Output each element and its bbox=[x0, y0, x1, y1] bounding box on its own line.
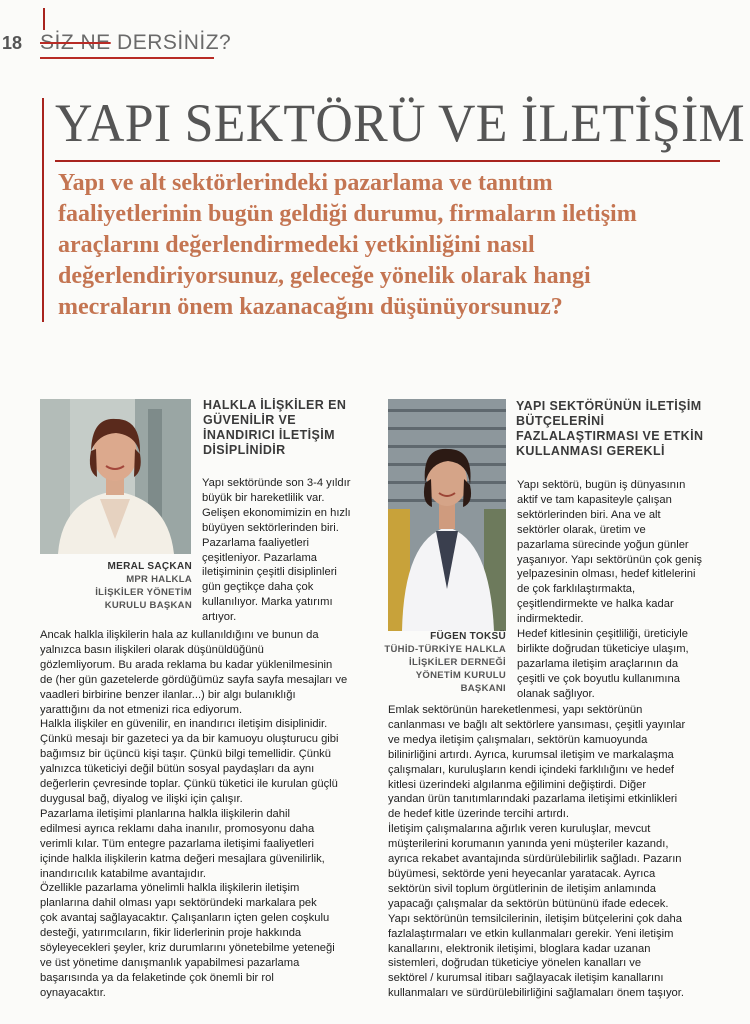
page-number: 18 bbox=[2, 33, 23, 53]
text-line: çalışmaları, kuruluşların kendi içindeki farklılığını ve hedef bbox=[388, 763, 675, 776]
header-rule bbox=[43, 8, 45, 30]
text-line: çeşitleniyor. Pazarlama bbox=[202, 551, 318, 564]
caption-role: İLİŞKİLER YÖNETİM bbox=[95, 587, 192, 598]
text-line: artıyor. bbox=[202, 611, 237, 624]
text-line: canlanması ve bağlı alt sektörlere yansıması, çeşitli yayınlar bbox=[388, 718, 686, 731]
text-line: içinde halkla ilişkilerin katma değeri mesajlara güvenilirlik, bbox=[40, 852, 325, 865]
caption-role: TÜHİD-TÜRKİYE HALKLA bbox=[384, 644, 506, 655]
text-line: pazarlama sürecinde yoğun günler bbox=[517, 538, 689, 551]
text-line: büyüyen sektörlerinden biri. bbox=[202, 521, 339, 534]
subhead-line: YAPI SEKTÖRÜNÜN İLETİŞİM bbox=[516, 399, 702, 413]
text-line: birlikte doğrudan tüketiciye ulaşım, bbox=[517, 642, 689, 655]
section-label-rest: DERSİNİZ? bbox=[110, 31, 232, 54]
article-title: YAPI SEKTÖRÜ VE İLETİŞİM bbox=[55, 93, 745, 153]
subhead-line: HALKLA İLİŞKİLER EN bbox=[203, 398, 347, 412]
text-line: vaadleri birbirine benzer ilanlar...) bir algı bulanıklığı bbox=[40, 688, 296, 701]
text-line: sistemleri, doğrudan tüketiciye yönelen kanalları ve bbox=[388, 957, 642, 970]
subhead-right bbox=[516, 399, 703, 459]
caption-role: BAŞKANI bbox=[460, 683, 506, 694]
text-line: edilmesi ayrıca reklamı daha inanılır, promosyonu daha bbox=[40, 822, 315, 835]
text-line: duygusal bağ, diyalog ve ilişki için çalışır. bbox=[40, 792, 243, 805]
text-line: de (her gün gazetelerde gördüğümüz sayfa sayfa mesajları ve bbox=[40, 673, 348, 686]
text-line: Yapı sektörü, bugün iş dünyasının bbox=[517, 479, 686, 491]
text-line: Özellikle pazarlama yönelimli halkla ilişkilerin iletişim bbox=[40, 882, 300, 895]
text-line: pazarlama iletişim araçlarının da bbox=[517, 657, 679, 670]
text-line: de hedef kitle üzerinde tercihi artırdı. bbox=[388, 808, 569, 821]
text-line: iletişiminin çeşitli disiplinleri bbox=[202, 566, 337, 579]
text-line: değerlerin çevresinde toplar. Çünkü tüketici ile kurulan güçlü bbox=[40, 778, 338, 791]
text-line: yalnızca tüketiciyi değil bütün sosyal paydaşları da aynı bbox=[40, 763, 315, 776]
text-line: büyük bir hareketlilik var. bbox=[202, 491, 325, 504]
text-line: Emlak sektörünün hareketlenmesi, yapı sektörünün bbox=[388, 704, 643, 716]
portrait-photo-fugen-toksu bbox=[388, 399, 506, 631]
text-line: desteği, yatırımcıların, fikir liderlerinin proje hakkında bbox=[40, 927, 302, 940]
text-line: oynayacaktır. bbox=[40, 986, 106, 999]
subhead-line: İNANDIRICI İLETİŞİM bbox=[203, 428, 335, 442]
lead-line: araçlarını değerlendirmedeki yetkinliğini nasıl bbox=[58, 232, 535, 258]
text-line: kullanmaları ve sürdürülebilirliğini sağlamaları önem taşıyor. bbox=[388, 987, 684, 1000]
text-line: müşterilerini korumanın yanında yeni müşteriler kazandı, bbox=[388, 838, 669, 851]
text-line: indirmektedir. bbox=[517, 613, 584, 626]
section-label-strike: SİZ NE bbox=[40, 31, 111, 54]
subhead-line: DİSİPLİNİDİR bbox=[203, 443, 286, 457]
text-line: büyümesi, sektörde yeni heyecanlar yaratacak. Ayrıca bbox=[388, 867, 656, 880]
text-line: verimli kılar. Tüm entegre pazarlama iletişimi faaliyetleri bbox=[40, 837, 314, 850]
caption-name: MERAL SAÇKAN bbox=[107, 561, 192, 572]
text-line: yalnızca basın ilişkileri olarak düşünüldüğünü bbox=[40, 643, 264, 656]
left-intro-paragraph bbox=[202, 476, 351, 625]
portrait-illustration bbox=[388, 399, 506, 631]
subhead-line: GÜVENİLİR VE bbox=[203, 413, 297, 427]
text-line: olanak sağlıyor. bbox=[517, 687, 595, 700]
text-line: sektörün sivil toplum örgütlerinin de iletişim anlamında bbox=[388, 882, 657, 895]
text-line: yelpazesinin olması, hedef kitlelerini bbox=[517, 568, 696, 581]
text-line: gün geçtikçe daha çok bbox=[202, 581, 314, 594]
caption-role: MPR HALKLA bbox=[126, 574, 192, 585]
subhead-line: FAZLALAŞTIRMASI VE ETKİN bbox=[516, 429, 704, 443]
title-side-bar bbox=[42, 98, 44, 322]
text-line: yarattığını da not etmenizi rica ediyorum. bbox=[40, 703, 243, 716]
text-line: de çok farklılaştırmakta, bbox=[517, 583, 636, 596]
lead-question bbox=[58, 168, 730, 323]
text-line: söyleyecekleri şeyler, kriz durumlarını yönetebilme yeteneği bbox=[40, 942, 335, 955]
text-line: Hedef kitlesinin çeşitliliği, üreticiyle bbox=[517, 628, 688, 641]
portrait-illustration bbox=[40, 399, 191, 554]
text-line: bağımsız bir üçüncü kişi taşır. Çünkü bilgi temellidir. Çünkü bbox=[40, 748, 331, 761]
text-line: sektörlerinden biri. Ana ve alt bbox=[517, 508, 661, 521]
text-line: Yapı sektöründe son 3-4 yıldır bbox=[202, 477, 351, 489]
text-line: yaşanıyor. Yapı sektörünün çok geniş bbox=[517, 553, 702, 566]
text-line: Pazarlama faaliyetleri bbox=[202, 536, 309, 549]
text-line: başarısında ya da felaketinde çok önemli bir rol bbox=[40, 971, 274, 984]
section-underline bbox=[40, 57, 214, 59]
text-line: sektörler olarak, üretim ve bbox=[517, 523, 646, 536]
text-line: çeşitlendirmekte ve halka kadar bbox=[517, 598, 674, 611]
lead-line: Yapı ve alt sektörlerindeki pazarlama ve tanıtım bbox=[58, 170, 553, 196]
text-line: Ancak halkla ilişkilerin hala az kullanıldığını ve bunun da bbox=[40, 629, 319, 641]
text-line: çeşitli ve çok boyutlu kullanımına bbox=[517, 672, 680, 685]
right-body-text bbox=[388, 703, 685, 1001]
text-line: ve üst yönetime danışmanlık yapabilmesi pazarlama bbox=[40, 956, 300, 969]
text-line: bilinirliğini artırdı. Ayrıca, kurumsal iletişim ve markalaşma bbox=[388, 748, 674, 761]
text-line: çok avantaj sağlayacaktır. Çalışanların içten gelen coşkulu bbox=[40, 912, 330, 925]
text-line: yapacağı çalışmalar da sektörün bütününü ifade edecek. bbox=[388, 897, 669, 910]
lead-line: mecraların önem kazanacağını düşünüyorsunuz? bbox=[58, 294, 563, 320]
text-line: aktif ve tam kapasiteyle çalışan bbox=[517, 493, 672, 506]
caption-role: KURULU BAŞKAN bbox=[104, 600, 192, 611]
text-line: sektörel / kurumsal itibarı sağlayacak iletişim kanallarını bbox=[388, 972, 664, 985]
portrait-photo-meral-sackan bbox=[40, 399, 191, 554]
caption-role: YÖNETİM KURULU bbox=[415, 670, 506, 681]
text-line: inandırıcılık katabilme avantajıdır. bbox=[40, 867, 207, 880]
text-line: Pazarlama iletişimi planlarına halkla ilişkilerin dahil bbox=[40, 807, 290, 820]
caption-role: İLİŞKİLER DERNEĞİ bbox=[409, 657, 506, 668]
caption-name: FÜGEN TOKSÜ bbox=[430, 631, 506, 642]
photo-caption-left bbox=[40, 560, 192, 612]
photo-caption-right bbox=[380, 630, 506, 695]
text-line: kanallarını, elektronik iletişimi, bloglara kadar uzanan bbox=[388, 942, 651, 955]
subhead-left bbox=[203, 398, 346, 458]
text-line: İletişim çalışmalarına ağırlık veren kuruluşlar, mevcut bbox=[388, 823, 651, 836]
section-label bbox=[40, 31, 231, 55]
text-line: Yapı sektörünün temsilcilerinin, iletişim bütçelerini çok daha bbox=[388, 912, 682, 925]
text-line: planlarına dahil olması yapı sektöründeki markalara pek bbox=[40, 897, 317, 910]
lead-line: faaliyetlerinin bugün geldiği durumu, firmaların iletişim bbox=[58, 201, 637, 227]
text-line: Halkla ilişkiler en güvenilir, en inandırıcı iletişim disiplinidir. bbox=[40, 718, 328, 731]
text-line: Çünkü mesajı bir gazeteci ya da bir kamuoyu oluşturucu gibi bbox=[40, 733, 339, 746]
text-line: ayrıca rekabet avantajında sürdürülebilirlik sağladı. Pazarın bbox=[388, 853, 682, 866]
subhead-line: BÜTÇELERİNİ bbox=[516, 414, 605, 428]
text-line: fazlalaştırmaları ve etkin kullanmaları gerekir. Yeni iletişim bbox=[388, 927, 674, 940]
text-line: yandan ürün tanıtımlarındaki pazarlama iletişimi etkinlikleri bbox=[388, 793, 678, 806]
lead-line: değerlendiriyorsunuz, geleceğe yönelik olarak hangi bbox=[58, 263, 591, 289]
text-line: kitlesi üzerindeki algılanma eğilimini değiştirdi. Diğer bbox=[388, 778, 647, 791]
text-line: kullanılıyor. Marka yatırımı bbox=[202, 596, 333, 609]
title-rule bbox=[55, 160, 720, 162]
text-line: gözlemliyorum. Bu arada reklama bu kadar yüklenilmesinin bbox=[40, 658, 333, 671]
right-intro-paragraph bbox=[517, 478, 702, 702]
text-line: ve medya iletişim çalışmaları, sektörün kamuoyunda bbox=[388, 733, 648, 746]
text-line: Gelişen ekonomimizin en hızlı bbox=[202, 506, 351, 519]
left-body-text bbox=[40, 628, 347, 1001]
subhead-line: KULLANMASI GEREKLİ bbox=[516, 444, 665, 458]
